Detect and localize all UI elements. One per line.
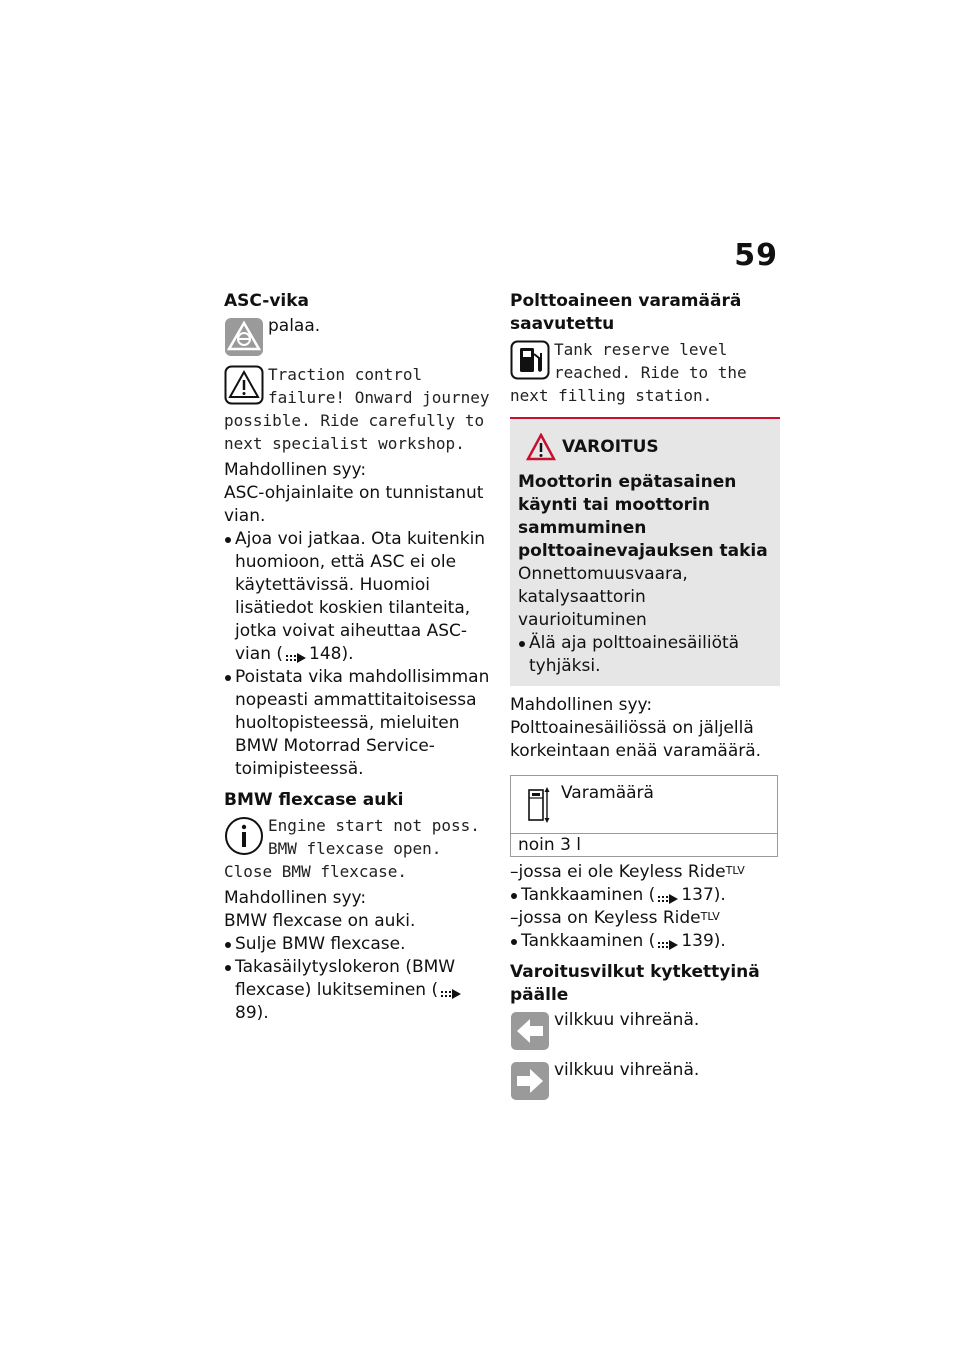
flexcase-heading: BMW flexcase auki xyxy=(224,790,404,810)
refuel-page-ref[interactable]: 137). xyxy=(681,885,726,905)
tlv-superscript: TLV xyxy=(700,910,720,923)
keyless-without-list xyxy=(510,884,780,907)
reference-arrow-icon xyxy=(657,935,679,947)
warning-label-row xyxy=(518,433,772,461)
fuel-heading: Polttoaineen varamäärä saavutettu xyxy=(510,291,742,334)
keyless-with: –jossa on Keyless Ride$^{TLV}$ xyxy=(510,908,720,928)
tlv-superscript: TLV xyxy=(725,864,745,877)
asc-display-message: Traction control failure! Onward journey possible. Ride carefully to next specialist workshop. xyxy=(224,365,490,453)
list-item: Älä aja polttoainesäiliötä tyhjäksi. xyxy=(518,632,772,678)
left-turn-text: vilkkuu vihreänä. xyxy=(554,1010,700,1030)
left-turn-row xyxy=(510,1009,780,1049)
warning-triangle-icon xyxy=(224,365,264,405)
spec-label: Varamäärä xyxy=(561,783,654,803)
asc-heading: ASC-vika xyxy=(224,291,310,311)
flexcase-page-ref[interactable]: 89). xyxy=(235,1003,269,1023)
list-item: Sulje BMW flexcase. xyxy=(224,933,492,956)
reference-arrow-icon xyxy=(440,984,462,996)
asc-cause-label: Mahdollinen syy: xyxy=(224,460,367,480)
right-turn-row xyxy=(510,1059,780,1099)
warning-text: Onnettomuusvaara, katalysaattorin vaurioituminen xyxy=(518,564,688,630)
asc-bullet-list xyxy=(224,528,492,781)
flexcase-cause: BMW flexcase on auki. xyxy=(224,911,416,931)
warning-bullet-list xyxy=(518,632,772,678)
list-item: Tankkaaminen ( 137). xyxy=(510,884,780,907)
turn-signal-heading: Varoitusvilkut kytkettyinä päälle xyxy=(510,962,760,1005)
asc-warning-lamp-icon xyxy=(224,317,264,357)
fuel-cause: Polttoainesäiliössä on jäljellä korkeintaan enää varamäärä. xyxy=(510,718,762,761)
flexcase-bullet-list xyxy=(224,933,492,1025)
reserve-spec-table xyxy=(510,775,778,857)
keyless-with-list xyxy=(510,930,780,953)
list-item: Takasäilytyslokeron (BMW flexcase) lukitseminen (89). xyxy=(224,956,492,1025)
warning-box xyxy=(510,419,780,686)
right-turn-text: vilkkuu vihreänä. xyxy=(554,1060,700,1080)
list-item: Ajoa voi jatkaa. Ota kuitenkin huomioon, että ASC ei ole käytettävissä. Huomioi lisätiedot koskien tilanteita, jotka voivat aiheuttaa ASC-vian ( 148). xyxy=(224,528,492,666)
reference-arrow-icon xyxy=(285,648,307,660)
fuel-display-row xyxy=(510,338,780,407)
fuel-display-message: Tank reserve level reached. Ride to the next filling station. xyxy=(510,340,747,405)
warning-title: Moottorin epätasainen käynti tai moottorin sammuminen polttoainevajauksen takia xyxy=(518,472,768,561)
info-icon xyxy=(224,816,264,856)
refuel-page-ref[interactable]: 139). xyxy=(681,931,726,951)
fuel-cause-label: Mahdollinen syy: xyxy=(510,695,653,715)
flexcase-display-row xyxy=(224,814,492,883)
asc-cause: ASC-ohjainlaite on tunnistanut vian. xyxy=(224,483,484,526)
asc-lamp-row xyxy=(224,315,492,355)
reference-arrow-icon xyxy=(657,889,679,901)
left-turn-signal-icon xyxy=(510,1011,550,1051)
left-column xyxy=(224,290,492,1025)
asc-page-ref[interactable]: 148). xyxy=(309,644,354,664)
fuel-level-icon xyxy=(525,784,551,824)
keyless-without: –jossa ei ole Keyless Ride$^{TLV}$ xyxy=(510,862,745,882)
page-number: 59 xyxy=(734,238,778,273)
right-turn-signal-icon xyxy=(510,1061,550,1101)
flexcase-display-message: Engine start not poss. BMW flexcase open. Close BMW flexcase. xyxy=(224,816,480,881)
right-column xyxy=(510,290,780,1101)
asc-display-row xyxy=(224,363,492,455)
asc-lamp-text: palaa. xyxy=(268,316,321,336)
warning-triangle-icon xyxy=(526,433,556,461)
spec-header xyxy=(511,776,777,834)
fuel-pump-icon xyxy=(510,340,550,380)
spec-value: noin 3 l xyxy=(518,835,582,855)
list-item: Tankkaaminen ( 139). xyxy=(510,930,780,953)
warning-label: VAROITUS xyxy=(562,437,659,457)
list-item: Poistata vika mahdollisimman nopeasti ammattitaitoisessa huoltopisteessä, mieluiten BMW Motorrad Service-toimipisteessä. xyxy=(224,666,492,781)
flexcase-cause-label: Mahdollinen syy: xyxy=(224,888,367,908)
